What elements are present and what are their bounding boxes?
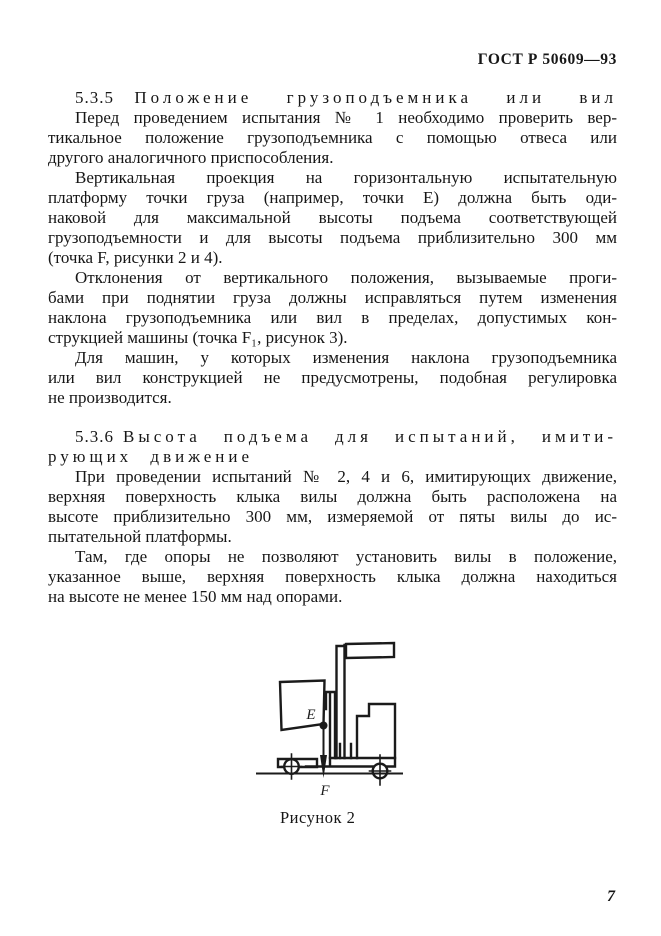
machine-body [357, 704, 395, 758]
forklift-diagram [240, 629, 470, 801]
paragraph-line: Для машин, у которых изменения наклона грузоподъемника [75, 348, 617, 367]
load-box [280, 681, 325, 731]
section-title-536-line2: рующих движение [48, 447, 253, 466]
paragraph-line: указанное выше, верхняя поверхность клыка должна находиться [48, 567, 617, 586]
paragraph-1 [48, 108, 617, 168]
paragraph-line: Отклонения от вертикального положения, вызываемые проги- [75, 268, 617, 287]
paragraph-line: наклона грузоподъемника или вил в пределах, допустимых кон- [48, 308, 617, 327]
paragraph-line: или вил конструкцией не предусмотрены, подобная регулировка [48, 368, 617, 387]
paragraph-line: платформу точки груза (например, точки E) должна быть оди- [48, 188, 617, 207]
label-f: F [320, 783, 330, 799]
paragraph-line: не производится. [48, 388, 172, 407]
paragraph-6 [48, 547, 617, 607]
section-title-535: Положение грузоподъемника или вил [134, 88, 617, 107]
doc-number: ГОСТ Р 50609—93 [477, 51, 617, 68]
paragraph-line: высоте приблизительно 300 мм, измеряемой от пяты вилы до ис- [48, 507, 617, 526]
section-number-536: 5.3.6 [75, 427, 114, 446]
mast [337, 645, 345, 758]
section-number-535: 5.3.5 [75, 88, 114, 107]
paragraph-line: Вертикальная проекция на горизонтальную испытательную [75, 168, 617, 187]
paragraph-line: грузоподъемности и для высоты подъема приблизительно 300 мм [48, 228, 617, 247]
page-number: 7 [607, 888, 615, 905]
paragraph-5 [48, 467, 617, 547]
paragraph-line: пытательной платформы. [48, 527, 232, 546]
paragraph-line: При проведении испытаний № 2, 4 и 6, имитирующих движение, [75, 467, 617, 486]
paragraph-line: Перед проведением испытания № 1 необходимо проверить вер- [75, 108, 617, 127]
paragraph-line: на высоте не менее 150 мм над опорами. [48, 587, 343, 606]
paragraph-line: верхняя поверхность клыка вилы должна быть расположена на [48, 487, 617, 506]
paragraph-3 [48, 268, 617, 348]
label-e: E [306, 707, 316, 723]
overhead-guard [346, 643, 394, 658]
paragraph-line: струкцией машины (точка F₁, рисунок 3). [48, 328, 348, 347]
paragraph-line: Там, где опоры не позволяют установить вилы в положение, [75, 547, 617, 566]
carriage [326, 692, 351, 758]
section-title-536-line1: Высота подъема для испытаний, имити- [123, 427, 617, 446]
section-heading-535 [48, 88, 617, 108]
paragraph-4 [48, 348, 617, 408]
paragraph-line: тикальное положение грузоподъемника с помощью отвеса или [48, 128, 617, 147]
figure-caption: Рисунок 2 [280, 808, 356, 827]
point-e-dot [320, 722, 328, 730]
paragraph-line: другого аналогичного приспособления. [48, 148, 334, 167]
section-heading-536 [48, 427, 617, 447]
figure-forklift-diagram [240, 629, 480, 828]
paragraph-line: (точка F, рисунки 2 и 4). [48, 248, 223, 267]
left-wheel-cross [282, 754, 302, 779]
paragraph-2 [48, 168, 617, 268]
paragraph-line: бами при поднятии груза должны исправляться путем изменения [48, 288, 617, 307]
paragraph-line: наковой для максимальной высоты подъема соответствующей [48, 208, 617, 227]
